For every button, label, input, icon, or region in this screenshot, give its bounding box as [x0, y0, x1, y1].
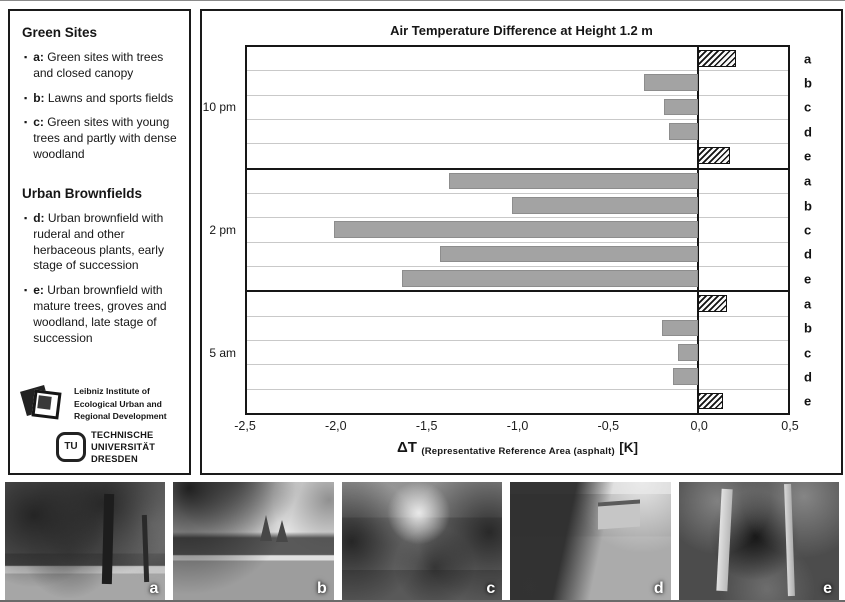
plot-row: [247, 71, 812, 95]
site-photo-d: [510, 482, 670, 601]
plot-row: [247, 317, 812, 341]
site-photo-e: [679, 482, 839, 601]
row-category-label: b: [804, 198, 812, 214]
time-group-labels: [202, 45, 240, 415]
photo-label-b: b: [317, 580, 327, 597]
site-photo-a: [5, 482, 165, 601]
row-category-label: c: [804, 99, 812, 115]
bullet-square-icon: ▪: [24, 92, 28, 103]
tree-trunk-shape: [142, 515, 149, 582]
row-category-label: e: [804, 271, 812, 287]
plot-row: [247, 96, 812, 120]
bar-2pm-e: [402, 270, 698, 287]
plot-row: [247, 292, 812, 316]
legend-item-text: e: Urban brownfield with mature trees, groves and woodland, late stage of succession: [33, 283, 167, 345]
birch-trunk-shape: [784, 484, 795, 596]
row-category-label: b: [804, 320, 812, 336]
row-category-label: a: [804, 51, 812, 67]
row-category-label: d: [804, 246, 812, 262]
legend-item-text: c: Green sites with young trees and partly with dense woodland: [33, 115, 177, 162]
tree-trunk-shape: [102, 494, 114, 585]
site-photo-c: [342, 482, 502, 601]
x-axis-label: [245, 439, 790, 457]
legend-item-e: [24, 283, 181, 346]
logos-block: [22, 383, 181, 465]
tu-dresden-logo-text: TECHNISCHE UNIVERSITÄT DRESDEN: [91, 429, 156, 464]
photo-label-a: a: [149, 580, 159, 597]
x-axis-label-delta: ΔT: [396, 439, 417, 456]
leibniz-logo-text: Leibniz Institute of Ecological Urban and Regional Development: [74, 386, 167, 421]
bar-10pm-e: [698, 147, 730, 164]
legend-item-text: b: Lawns and sports fields: [33, 90, 174, 105]
row-category-label: e: [804, 148, 812, 164]
plot-row: [247, 194, 812, 218]
plot-row: [247, 267, 812, 292]
bullet-square-icon: ▪: [24, 117, 28, 128]
x-tick-label: -1,5: [415, 419, 438, 433]
x-tick-label: 0,5: [781, 419, 799, 433]
leibniz-logo-row: [22, 383, 181, 425]
plot-row: [247, 341, 812, 365]
row-category-label: c: [804, 222, 812, 238]
green-sites-heading: Green Sites: [22, 25, 98, 40]
plot-row: [247, 218, 812, 242]
urban-brownfields-heading: Urban Brownfields: [22, 185, 143, 201]
time-group-label-5am: 5 am: [209, 346, 236, 361]
plot-row: [247, 47, 812, 71]
bar-10pm-c: [664, 99, 698, 116]
x-axis-label-unit: [K]: [619, 440, 639, 455]
row-category-label: d: [804, 124, 812, 140]
leibniz-logo-icon: [22, 383, 66, 425]
church-spire-shape: [276, 520, 288, 542]
row-category-label: a: [804, 296, 812, 312]
tu-dresden-logo-row: [56, 429, 181, 465]
site-photo-b: [173, 482, 333, 601]
plot-row: [247, 390, 812, 413]
plot-area: [245, 45, 812, 415]
x-tick-label: -0,5: [597, 419, 620, 433]
legend-item-text: a: Green sites with trees and closed canopy: [33, 50, 164, 80]
row-category-label: c: [804, 345, 812, 361]
bar-5am-b: [662, 320, 698, 337]
plot-row: [247, 170, 812, 194]
bar-2pm-b: [512, 197, 698, 214]
x-tick-label: 0,0: [690, 419, 708, 433]
legend-item-b: [24, 91, 181, 107]
bar-2pm-c: [334, 221, 698, 238]
church-spire-shape: [260, 515, 272, 541]
plot-row: [247, 243, 812, 267]
bar-10pm-d: [669, 123, 698, 140]
tu-dresden-logo-icon: TU: [56, 432, 86, 462]
time-group-label-10pm: 10 pm: [202, 99, 236, 114]
bullet-square-icon: ▪: [24, 285, 28, 296]
photo-label-d: d: [653, 580, 664, 597]
legend-item-a: [24, 50, 181, 82]
x-axis-label-sub: (Representative Reference Area (asphalt): [421, 446, 615, 457]
plot-row: [247, 365, 812, 389]
legend-panel: [8, 9, 191, 475]
bullet-square-icon: ▪: [24, 52, 28, 62]
row-category-label: d: [804, 369, 812, 385]
x-tick-label: -2,0: [325, 419, 347, 433]
chart-panel: [200, 9, 843, 475]
legend-item-c: [24, 115, 181, 162]
green-sites-list: [22, 50, 181, 172]
bar-2pm-d: [440, 246, 698, 263]
building-shape: [598, 500, 640, 530]
legend-item-d: [24, 211, 181, 274]
bar-10pm-b: [644, 74, 698, 91]
site-photo-strip: [5, 482, 839, 601]
urban-brownfields-list: [22, 211, 181, 356]
row-category-label: e: [804, 393, 812, 409]
time-group-label-2pm: 2 pm: [209, 223, 236, 237]
plot-row: [247, 120, 812, 144]
plot-row: [247, 144, 812, 169]
x-tick-label: -2,5: [234, 419, 256, 433]
x-tick-label: -1,0: [506, 419, 529, 433]
birch-trunk-shape: [716, 489, 732, 592]
x-axis-ticks: [234, 419, 799, 435]
bar-5am-a: [698, 295, 727, 312]
bar-10pm-a: [698, 50, 736, 67]
legend-item-text: d: Urban brownfield with ruderal and other herbaceous plants, early stage of succession: [33, 210, 164, 273]
bullet-square-icon: ▪: [24, 212, 28, 223]
chart-title: Air Temperature Difference at Height 1.2 m: [390, 23, 653, 38]
bar-2pm-a: [449, 173, 698, 190]
photo-label-e: e: [823, 580, 833, 597]
photo-label-c: c: [486, 580, 496, 597]
bar-5am-c: [678, 344, 698, 361]
row-category-label: a: [804, 173, 812, 189]
bar-5am-d: [673, 368, 698, 385]
row-category-label: b: [804, 75, 812, 91]
bar-5am-e: [698, 393, 723, 410]
